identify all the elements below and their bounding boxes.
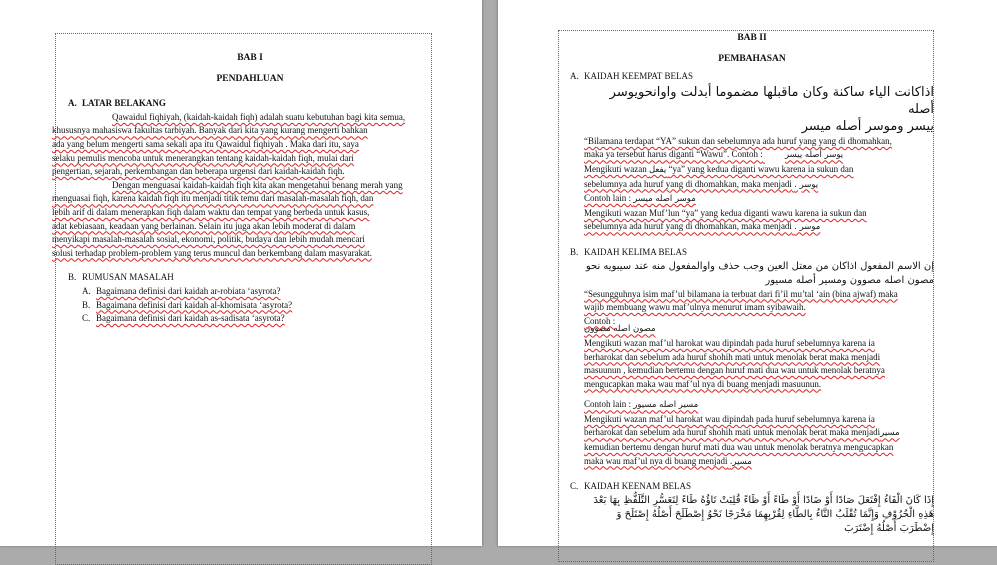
arabic-rule-14: اذاكانت الياء ساكنة وكان ماقبلها مضموما أبدلت واوانحويوسر أصله ييسر وموسر أصله ميسر [609,84,934,134]
chapter-number: BAB I [237,53,263,63]
section-a-heading: A. KAIDAH KEEMPAT BELAS [570,71,694,82]
chapter-title: PEMBAHASAN [718,53,786,64]
background-paragraph-1: Qawaidul fiqhiyah, (kaidah-kaidah fiqh) adalah suatu kebutuhan bagi kita semua, khususnya mahasiswa fakultas tarbiyah. Banyak dari kita yang kurang mengerti bahkan ada yang belum mengerti sama sekali apa itu Qawaidul fiqhiyah . Maka dari itu, saya selaku pemulis mencoba untuk menerangkan tentang kaidah-kaidah fiqh, mulai dari pengertian, sejarah, perkembangan dan beberapa urgensi dari kaidah-kaidah fiqh. [52,111,406,177]
right-page [498,0,997,546]
background-paragraph-2: Dengan menguasai kaidah-kaidah fiqh kita akan mengetahui benang merah yang menguasai fiqh, karena kaidah fiqh itu menjadi titik temu dari masalah-masalah fiqh, dan lebih arif di dalam menerapkan fiqh dalam waktu dan tempat yang berbeda untuk kasus, adat kebiasaan, keadaan yang berlainan. Selain itu juga akan lebih moderat di dalam menyikapi masalah-masalah sosial, ekonomi, politik, budaya dan lebih mudah mencari solusi terhadap problem-problem yang terus muncul dan berkembang dalam masyarakat. [52,179,403,258]
chapter-title: PENDAHLUAN [216,73,284,84]
list-item: A. Bagaimana definisi dari kaidah ar-robiata ‘asyrota? [82,285,281,296]
left-page [0,0,482,546]
list-item: B. Bagaimana definisi dari kaidah al-khomisata ‘asyrota? [82,299,293,310]
section-c-heading: C. KAIDAH KEENAM BELAS [570,481,691,492]
chapter-number: BAB II [737,33,767,43]
section-a-heading: A. LATAR BELAKANG [68,98,166,109]
rule-14-explanation: “Bilamana terdapat “YA” sukun dan sebelumnya ada huruf yang yang di dhomahkan, maka ya tersebut harus diganti “Wawu”. Contoh : يوسر أصله ييسر Mengikuti wazan يفعل “ya” yang kedua diganti wawu karena ia sukun dan sebelumnya ada huruf yang di dhomahkan, maka menjadi يوسر . Contoh lain : موسر اصله ميسر Mengikuti wazan Muf’lun “ya” yang kedua diganti wawu karena ia sukun dan sebelumnya ada huruf yang di dhomahkan, maka menjadi موسر . [584,135,892,233]
right-page-content [570,32,934,536]
section-b-heading: B. KAIDAH KELIMA BELAS [570,246,687,257]
problem-list [68,285,432,326]
left-page-content [52,52,432,326]
arabic-rule-15: إن الاسم المفعول اذاكان من معتل العين وجب حذف واوالمفعول منه عند سيبويه نحو مصون اصله مصوون ومسير أصله مسيور [585,260,934,286]
rule-15-explanation: “Sesungguhnya isim maf’ul bilamana ia terbuat dari fi’il mu’tal ‘ain (bina ajwaf) maka wajib membuang wawu maf’ulnya menurut imam syibawaih. Contoh : مصون اصله مصوون Mengikuti wazan maf’ul harokat wau dipindah pada huruf sebelumnya karena ia berharokat dan sebelum ada huruf shohih mati untuk menolak berat maka menjadi masuunun , kemudian bertemu dengan huruf mati dua wau untuk menolak beratnya mengucapkan maka wau maf’ul nya di buang menjadi masuunun. Contoh lain : مسير اصله مسيور Mengikuti wazan maf’ul harokat wau dipindah pada huruf sebelumnya karena ia berharokat dan sebelum ada huruf shohih mati untuk menolak berat maka menjadiمسير kemudian bertemu dengan huruf mati dua wau untuk menolak beratnya mengucapkan maka wau maf’ul nya di buang menjadi مسير. [584,288,900,467]
arabic-rule-16: إِذَا كَانَ الْفَاءُ إِفْتَعَلَ صَادًا أَوْ ضَادًا أَوْ طَاءً أَوْ ظَاءً قُلِبَتْ تَاؤُهُ طَاءً لِتَعَسُّرِ التَّلَفُّظِ بِهَا بَعْدَ هَذِهِ الْحُرُوْفِ وَإِنَّمَا تُقْلَبُ التَّاءُ بِالطَّاءِ لِقُرْبِهِمَا مَخْرَجًا نَحْوُ إِصْطَلَحَ أَصْلُهُ إِصْتَلَحَ وَ إِضْطَرَبَ أَصْلُهُ إِضْتَرَبَ [593,494,934,534]
section-b-heading: B. RUMUSAN MASALAH [68,272,174,283]
list-item: C. Bagaimana definisi dari kaidah as-sadisata ‘asyrota? [82,313,285,324]
